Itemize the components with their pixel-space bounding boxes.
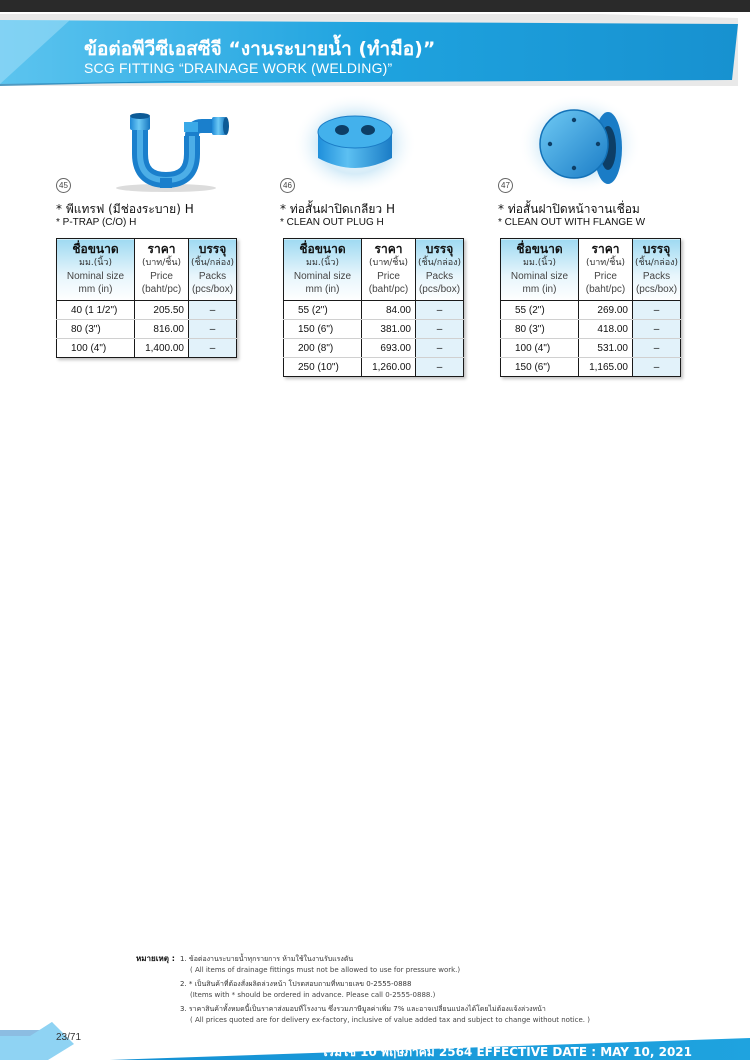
table-row: 150 (6") 1,165.00 –	[501, 358, 681, 377]
product-name-english: * CLEAN OUT PLUG H	[280, 217, 384, 228]
table-row: 80 (3") 418.00 –	[501, 320, 681, 339]
note-3-english: ( All prices quoted are for delivery ex-factory, inclusive of value added tax and subject to change without notice. )	[190, 1016, 590, 1024]
product-name-thai: * ท่อสั้นฝาปิดเกลียว H	[280, 202, 395, 216]
p-trap-fitting-icon	[56, 96, 271, 198]
table-row: 100 (4") 1,400.00 –	[57, 339, 237, 358]
price-table	[500, 238, 681, 377]
note-1: 1. ข้อต่องานระบายน้ำทุกรายการ ห้ามใช้ในงานรับแรงดัน	[180, 955, 354, 963]
header-banner	[0, 14, 738, 86]
table-row: 200 (8") 693.00 –	[284, 339, 464, 358]
header-size: ชื่อขนาด มม.(นิ้ว) Nominal size mm (in)	[501, 239, 579, 301]
price-table	[283, 238, 464, 377]
product-name-thai: * พีแทรฟ (มีช่องระบาย) H	[56, 202, 194, 216]
page-title-thai: ข้อต่อพีวีซีเอสซีจี “งานระบายน้ำ (ทำมือ)”	[84, 38, 436, 60]
notes-label: หมายเหตุ :	[136, 954, 175, 963]
header-packs: บรรจุ (ชิ้น/กล่อง) Packs (pcs/box)	[189, 239, 237, 301]
note-2-english: (Items with * should be ordered in advance. Please call 0-2555-0888.)	[190, 991, 436, 999]
clean-out-plug-icon	[280, 96, 495, 198]
page-title-english: SCG FITTING “DRAINAGE WORK (WELDING)”	[84, 60, 393, 76]
effective-date: เริ่มใช้ 10 พฤษภาคม 2564 EFFECTIVE DATE : MAY 10, 2021	[323, 1045, 692, 1059]
table-row: 250 (10") 1,260.00 –	[284, 358, 464, 377]
price-table	[56, 238, 237, 358]
table-row: 40 (1 1/2") 205.50 –	[57, 301, 237, 320]
header-price: ราคา (บาท/ชิ้น) Price (baht/pc)	[579, 239, 633, 301]
table-row: 100 (4") 531.00 –	[501, 339, 681, 358]
product-name-english: * P-TRAP (C/O) H	[56, 217, 137, 228]
header-price: ราคา (บาท/ชิ้น) Price (baht/pc)	[135, 239, 189, 301]
header-packs: บรรจุ (ชิ้น/กล่อง) Packs (pcs/box)	[633, 239, 681, 301]
product-name-english: * CLEAN OUT WITH FLANGE W	[498, 217, 646, 228]
note-1-english: ( All items of drainage fittings must not be allowed to use for pressure work.)	[190, 966, 461, 974]
item-number-badge: 45	[56, 178, 71, 193]
header-size: ชื่อขนาด มม.(นิ้ว) Nominal size mm (in)	[284, 239, 362, 301]
header-price: ราคา (บาท/ชิ้น) Price (baht/pc)	[362, 239, 416, 301]
table-row: 55 (2") 84.00 –	[284, 301, 464, 320]
table-row: 55 (2") 269.00 –	[501, 301, 681, 320]
item-number-badge: 46	[280, 178, 295, 193]
top-dark-strip	[0, 0, 750, 12]
product-name-thai: * ท่อสั้นฝาปิดหน้าจานเชื่อม	[498, 202, 640, 216]
table-row: 80 (3") 816.00 –	[57, 320, 237, 339]
clean-out-flange-icon	[498, 96, 713, 198]
note-2: 2. * เป็นสินค้าที่ต้องสั่งผลิตล่วงหน้า โปรดสอบถามที่หมายเลข 0-2555-0888	[180, 980, 412, 988]
page-number: 23/71	[56, 1032, 82, 1043]
table-row: 150 (6") 381.00 –	[284, 320, 464, 339]
note-3: 3. ราคาสินค้าทั้งหมดนี้เป็นราคาส่งมอบที่โรงงาน ซึ่งรวมภาษีมูลค่าเพิ่ม 7% และอาจเปลี่ยนแปลงได้โดยไม่ต้องแจ้งล่วงหน้า	[180, 1005, 546, 1013]
item-number-badge: 47	[498, 178, 513, 193]
header-size: ชื่อขนาด มม.(นิ้ว) Nominal size mm (in)	[57, 239, 135, 301]
header-packs: บรรจุ (ชิ้น/กล่อง) Packs (pcs/box)	[416, 239, 464, 301]
